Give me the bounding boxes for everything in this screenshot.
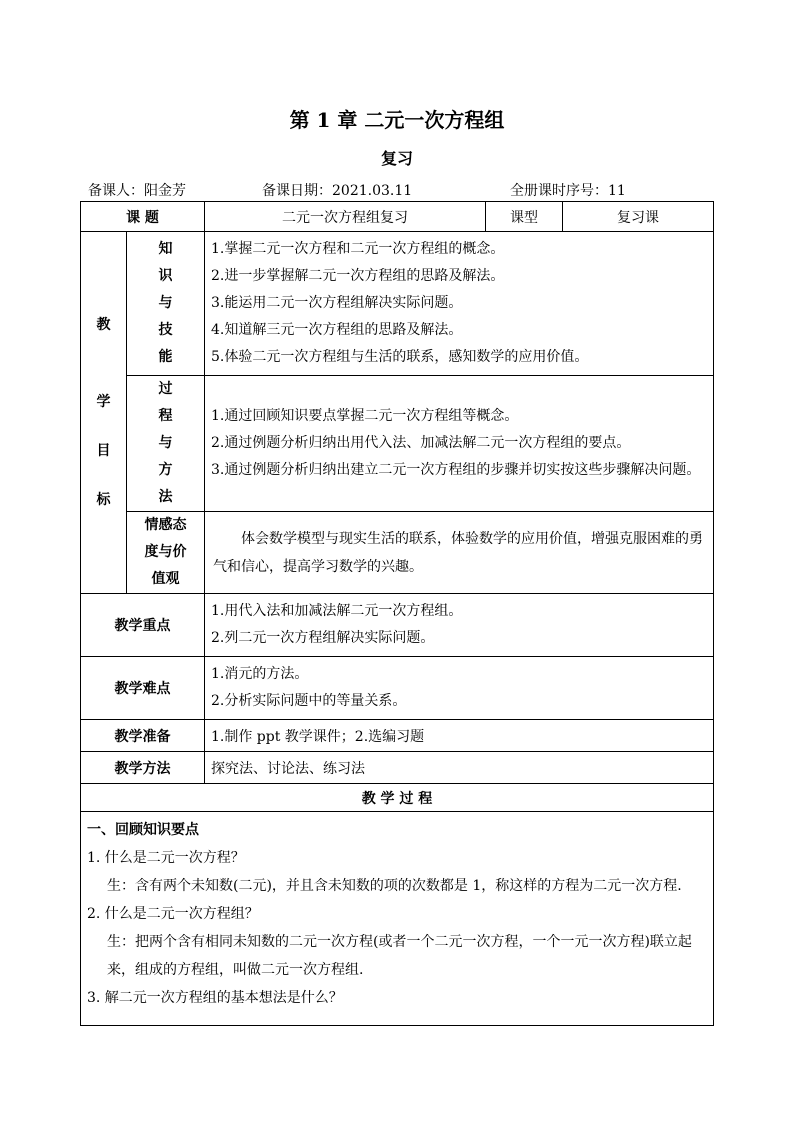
question: 1. 什么是二元一次方程？	[87, 850, 245, 866]
type-value: 复习课	[563, 202, 714, 232]
type-label: 课型	[486, 202, 563, 232]
list-item: 3.能运用二元一次方程组解决实际问题。	[211, 295, 463, 311]
list-item: 2.通过例题分析归纳出用代入法、加减法解二元一次方程组的要点。	[211, 435, 631, 451]
preparation-text: 1.制作 ppt 教学课件；2.选编习题	[205, 720, 714, 752]
goals-label: 教 学 目 标	[81, 232, 127, 594]
review-section	[81, 812, 714, 1026]
goal-emotion-row	[81, 512, 714, 594]
process-header-row	[81, 784, 714, 812]
lesson-serial: 全册课时序号：11	[510, 183, 626, 199]
preparer: 备课人：阳金芳	[88, 183, 186, 199]
list-item: 5.体验二元一次方程组与生活的联系，感知数学的应用价值。	[211, 349, 589, 365]
key-points-list	[205, 594, 714, 657]
knowledge-list	[205, 232, 714, 376]
methods-row	[81, 752, 714, 784]
list-item: 1.用代入法和加减法解二元一次方程组。	[211, 603, 463, 619]
list-item: 1.通过回顾知识要点掌握二元一次方程组等概念。	[211, 408, 519, 424]
process-label: 过 程 与 方 法	[127, 376, 205, 512]
list-item: 1.消元的方法。	[211, 666, 309, 682]
list-item: 3.通过例题分析归纳出建立二元一次方程组的步骤并切实按这些步骤解决问题。	[211, 462, 701, 478]
list-item: 1.掌握二元一次方程和二元一次方程组的概念。	[211, 241, 505, 257]
topic-label: 课 题	[81, 202, 205, 232]
emotion-label: 情感态 度与价 值观	[127, 512, 205, 594]
prep-date: 备课日期：2021.03.11	[262, 183, 413, 199]
goal-process-row	[81, 376, 714, 512]
knowledge-label: 知 识 与 技 能	[127, 232, 205, 376]
goal-knowledge-row	[81, 232, 714, 376]
preparation-row	[81, 720, 714, 752]
section-heading: 一、回顾知识要点	[87, 822, 199, 838]
difficulties-list	[205, 657, 714, 720]
list-item: 4.知道解三元一次方程组的思路及解法。	[211, 322, 463, 338]
preparation-label: 教学准备	[81, 720, 205, 752]
list-item: 2.进一步掌握解二元一次方程组的思路及解法。	[211, 268, 505, 284]
topic-value: 二元一次方程组复习	[205, 202, 486, 232]
answer: 生：含有两个未知数(二元)，并且含未知数的项的次数都是 1，称这样的方程为二元一次方程.	[107, 878, 682, 894]
document-title: 第 1 章 二元一次方程组	[289, 108, 505, 132]
key-points-label: 教学重点	[81, 594, 205, 657]
list-item: 2.分析实际问题中的等量关系。	[211, 693, 407, 709]
methods-text: 探究法、讨论法、练习法	[205, 752, 714, 784]
review-row	[81, 812, 714, 1026]
key-points-row	[81, 594, 714, 657]
difficulties-label: 教学难点	[81, 657, 205, 720]
difficulties-row	[81, 657, 714, 720]
process-header: 教 学 过 程	[81, 784, 714, 812]
document-subtitle: 复习	[380, 149, 413, 168]
answer: 生：把两个含有相同未知数的二元一次方程(或者一个二元一次方程，一个一元一次方程)联立起来，组成的方程组，叫做二元一次方程组.	[107, 934, 692, 978]
emotion-text: 体会数学模型与现实生活的联系，体验数学的应用价值，增强克服困难的勇气和信心，提高学习数学的兴趣。	[205, 512, 714, 594]
process-list	[205, 376, 714, 512]
topic-row	[81, 202, 714, 232]
list-item: 2.列二元一次方程组解决实际问题。	[211, 630, 435, 646]
lesson-plan-table	[80, 201, 714, 1026]
methods-label: 教学方法	[81, 752, 205, 784]
question: 2. 什么是二元一次方程组？	[87, 906, 259, 922]
question: 3. 解二元一次方程组的基本想法是什么？	[87, 990, 343, 1006]
